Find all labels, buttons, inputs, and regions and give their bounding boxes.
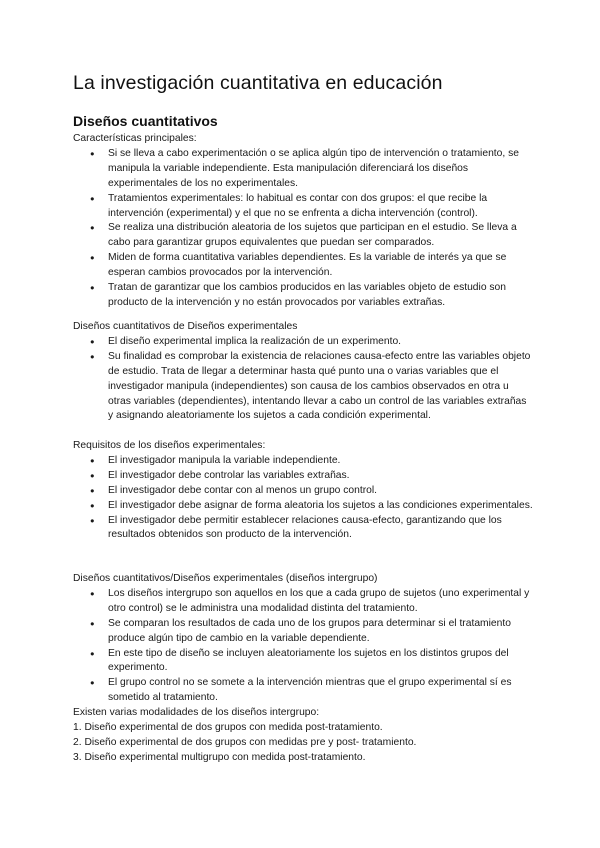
list-item: ● El investigador debe controlar las variables extrañas. <box>73 469 533 484</box>
intergroup-label: Diseños cuantitativos/Diseños experimentales (diseños intergrupo) <box>73 573 378 584</box>
page-title: La investigación cuantitativa en educación <box>73 72 443 94</box>
list-item: ● El grupo control no se somete a la intervención mientras que el grupo experimental sí es sometido al tratamiento. <box>73 676 533 706</box>
numbered-item: 1. Diseño experimental de dos grupos con medida post-tratamiento. <box>73 722 383 734</box>
numbered-item: 3. Diseño experimental multigrupo con medida post-tratamiento. <box>73 751 366 763</box>
requirements-label: Requisitos de los diseños experimentales: <box>73 440 266 451</box>
experimental-designs-list <box>73 335 533 424</box>
section-heading: Diseños cuantitativos <box>73 113 218 129</box>
requirements-list <box>73 454 533 543</box>
characteristics-section <box>73 132 533 311</box>
list-item: ● Se realiza una distribución aleatoria de los sujetos que participan en el estudio. Se lleva a cabo para garantizar grupos equivalentes que puedan ser comparados. <box>73 221 533 251</box>
list-item: ● Tratamientos experimentales: lo habitual es contar con dos grupos: el que recibe la intervención (experimental) y el que no se enfrenta a dicha intervención (control). <box>73 192 533 222</box>
numbered-item: 2. Diseño experimental de dos grupos con medidas pre y post- tratamiento. <box>73 736 417 748</box>
requirements-section <box>73 439 533 543</box>
list-item: ● El diseño experimental implica la realización de un experimento. <box>73 335 533 350</box>
list-item: ● El investigador manipula la variable independiente. <box>73 454 533 469</box>
modalities-list <box>73 721 533 766</box>
characteristics-list <box>73 147 533 311</box>
list-item: ● Miden de forma cuantitativa variables dependientes. Es la variable de interés ya que se esperan cambios provocados por la intervención. <box>73 251 533 281</box>
list-item: ● En este tipo de diseño se incluyen aleatoriamente los sujetos en los distintos grupos del experimento. <box>73 647 533 677</box>
list-item: ● El investigador debe asignar de forma aleatoria los sujetos a las condiciones experimentales. <box>73 499 533 514</box>
list-item: ● El investigador debe permitir establecer relaciones causa-efecto, garantizando que los resultados obtenidos son producto de la intervención. <box>73 514 533 544</box>
intergroup-list <box>73 587 533 706</box>
list-item: ● Si se lleva a cabo experimentación o se aplica algún tipo de intervención o tratamiento, se manipula la variable independiente. Esta manipulación diferenciará los diseños experimentales de los no experimentales. <box>73 147 533 192</box>
modalities-label: Existen varias modalidades de los diseños intergrupo: <box>73 707 320 719</box>
list-item: ● Su finalidad es comprobar la existencia de relaciones causa-efecto entre las variables objeto de estudio. Trata de llegar a determinar hasta qué punto una o varias variables que el investigador manipula (independientes) son causa de los cambios observados en otra u otras variables (dependientes), intentando llevar a cabo un control de las variables extrañas y asignando aleatoriamente los sujetos a cada condición experimental. <box>73 350 533 425</box>
list-item: ● Los diseños intergrupo son aquellos en los que a cada grupo de sujetos (uno experimental y otro control) se le administra una modalidad distinta del tratamiento. <box>73 587 533 617</box>
experimental-designs-label: Diseños cuantitativos de Diseños experimentales <box>73 321 298 332</box>
experimental-designs-section <box>73 320 533 424</box>
list-item: ● Se comparan los resultados de cada uno de los grupos para determinar si el tratamiento produce algún tipo de cambio en la variable dependiente. <box>73 617 533 647</box>
list-item: ● Tratan de garantizar que los cambios producidos en las variables objeto de estudio son producto de la intervención y no están provocados por variables extrañas. <box>73 281 533 311</box>
list-item: ● El investigador debe contar con al menos un grupo control. <box>73 484 533 499</box>
intergroup-section <box>73 572 533 766</box>
characteristics-label: Características principales: <box>73 133 197 144</box>
